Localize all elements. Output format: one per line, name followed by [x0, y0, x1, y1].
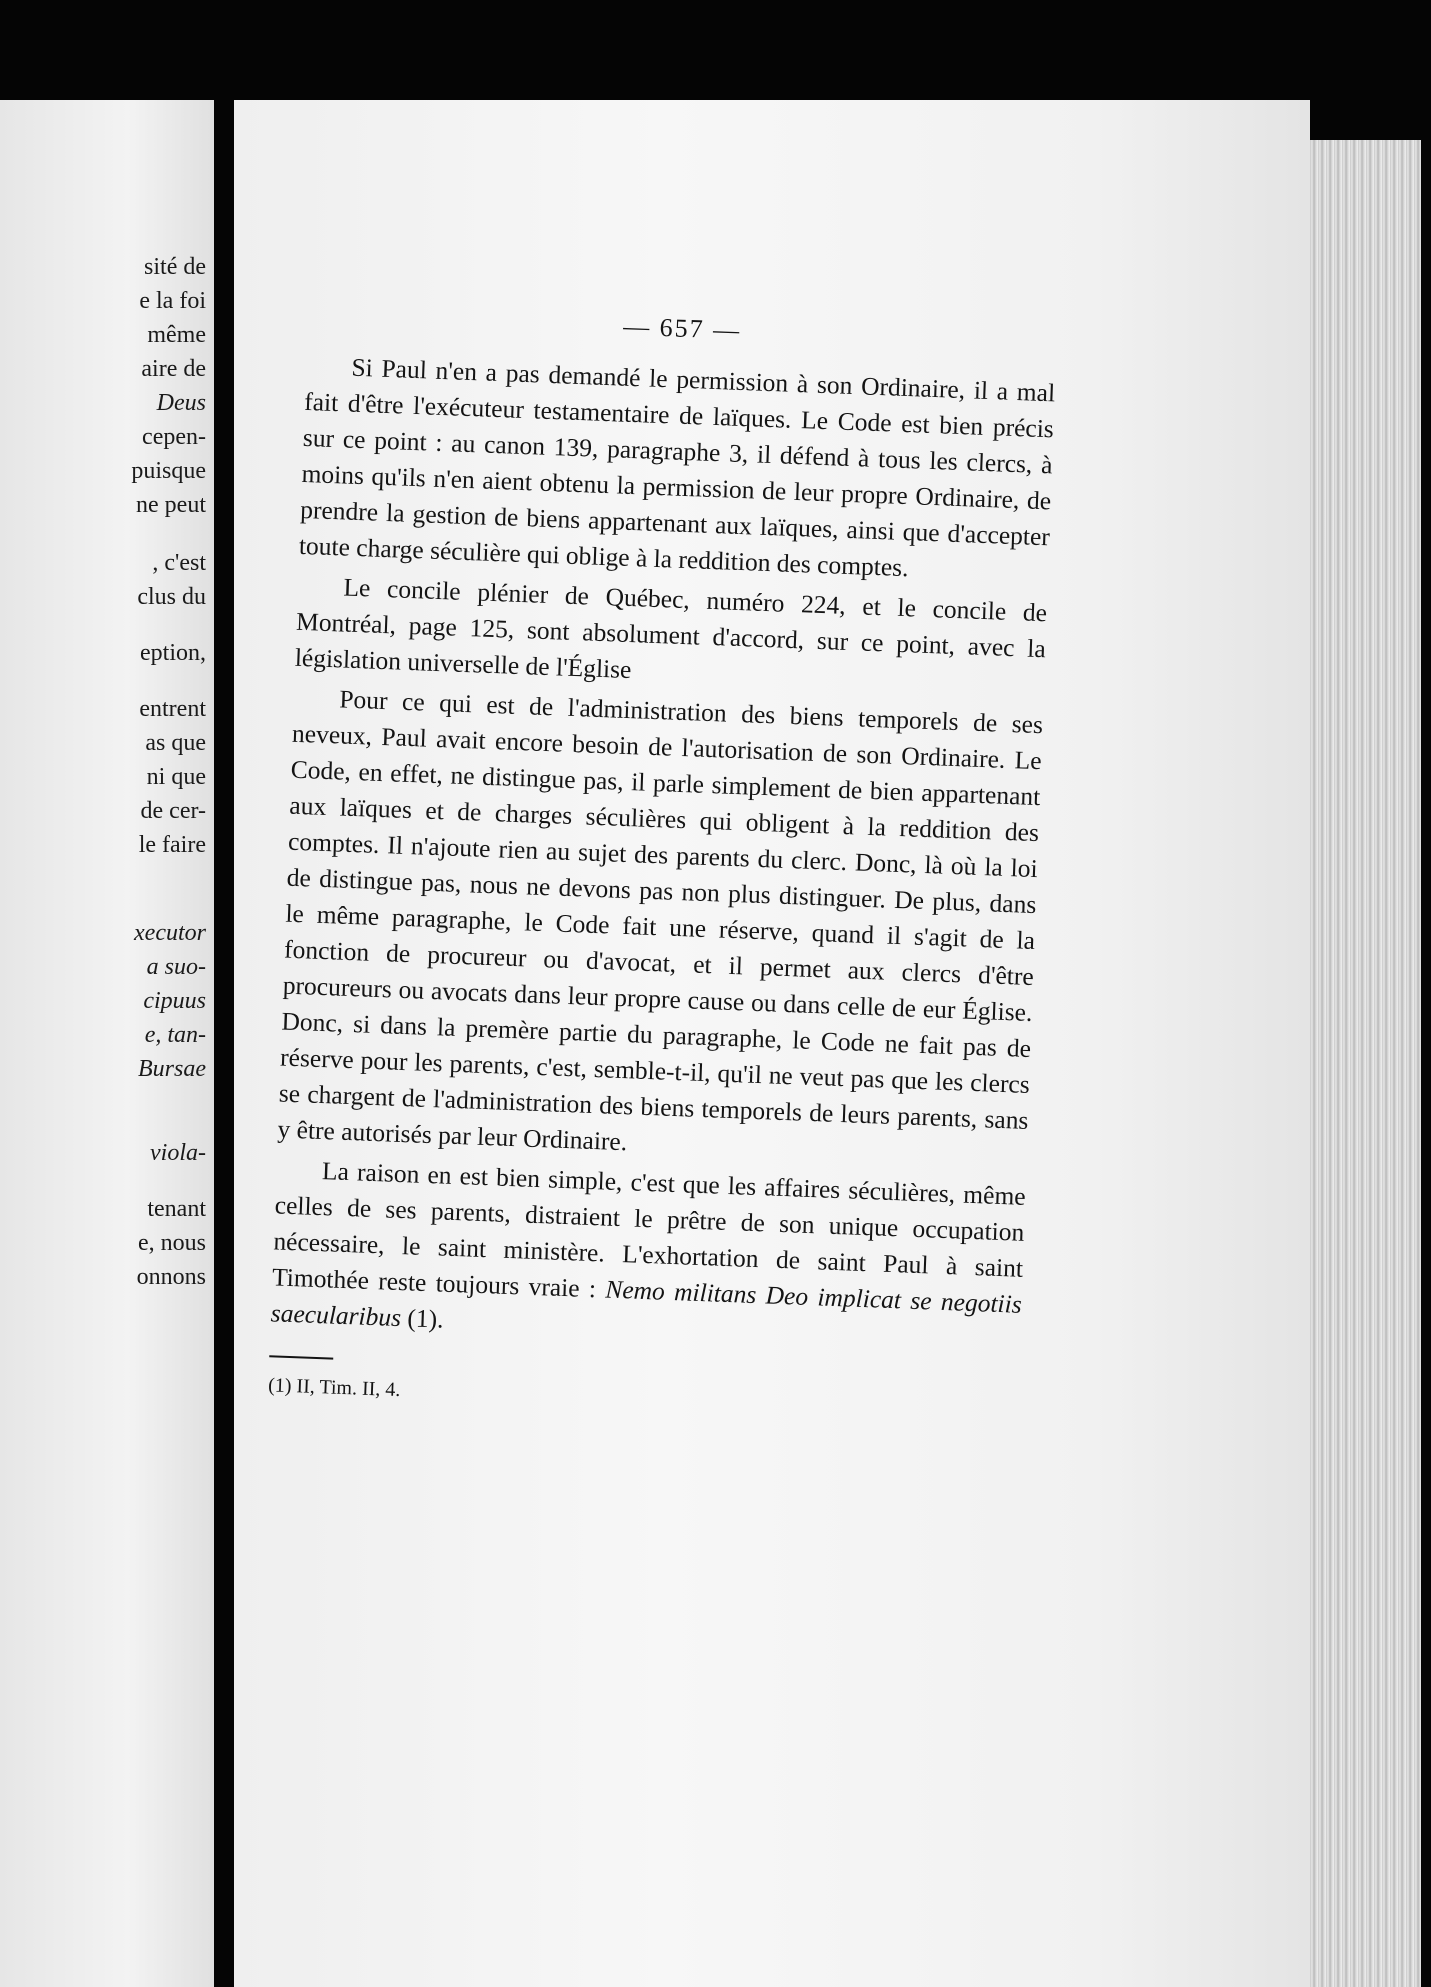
paragraph-4	[270, 1151, 1026, 1358]
left-page-line: ni que	[146, 764, 206, 790]
page-text-block	[268, 300, 1058, 1427]
left-page-line: ne peut	[136, 492, 206, 518]
left-page-line: sité de	[144, 254, 206, 280]
left-page-line: cepen-	[142, 424, 206, 450]
left-page-line: clus du	[137, 584, 206, 610]
left-page-fragment	[0, 100, 214, 1987]
footnote-divider	[269, 1355, 333, 1359]
left-page-line: a suo-	[146, 954, 206, 980]
paragraph-1: Si Paul n'en a pas demandé le permission à son Ordinaire, il a mal fait d'être l'exécuteur testamentaire de laïques. Le Code est bien précis sur ce point : au canon 139, paragraphe 3, il défend à tous les clercs, à moins qu'ils n'en aient obtenu la permission de leur propre Ordinaire, de prendre la gestion de biens appartenant aux laïques, ainsi que d'accepter toute charge séculière qui oblige à la reddition des comptes.	[298, 352, 1056, 583]
left-page-line: cipuus	[143, 988, 206, 1014]
book-page	[234, 100, 1310, 1987]
left-page-line: e, nous	[138, 1230, 206, 1256]
paragraph-2: Le concile plénier de Québec, numéro 224, et le concile de Montréal, page 125, sont absolument d'accord, sur ce point, avec la législation universelle de l'Église	[294, 572, 1048, 685]
latin-quote: Nemo militans Deo implicat se negotiis saecularibus	[270, 1274, 1023, 1333]
left-page-line: viola-	[150, 1140, 206, 1166]
footnote-reference: (1).	[400, 1303, 445, 1334]
left-page-line: e, tan-	[144, 1022, 206, 1048]
left-page-line: puisque	[131, 458, 206, 484]
left-page-line: as que	[145, 730, 206, 756]
page-edge-stack	[1310, 140, 1421, 1987]
left-page-line: Deus	[156, 390, 206, 416]
page-number: — 657 —	[622, 311, 742, 345]
left-page-line: tenant	[147, 1196, 206, 1222]
left-page-line: même	[147, 322, 206, 348]
footnote: (1) II, Tim. II, 4.	[267, 1374, 401, 1402]
left-page-line: aire de	[141, 356, 206, 382]
left-page-line: de cer-	[140, 798, 206, 824]
left-page-line: entrent	[139, 696, 206, 722]
left-page-line: xecutor	[134, 920, 206, 946]
paragraph-4-text: La raison en est bien simple, c'est que les affaires séculières, même celles de ses parents, distraient le prêtre de son unique occupation nécessaire, le saint ministère. L'exhortation de saint Paul à saint Timothée reste toujours vraie :	[271, 1156, 1027, 1304]
left-page-line: Bursae	[138, 1056, 206, 1082]
left-page-line: eption,	[140, 640, 206, 666]
left-page-line: e la foi	[139, 288, 206, 314]
left-page-line: , c'est	[152, 550, 206, 576]
paragraph-3: Pour ce qui est de l'administration des biens temporels de ses neveux, Paul avait encore besoin de l'autorisation de son Ordinaire. Le Code, en effet, ne distingue pas, il parle simplement de bien appartenant aux laïques et de charges séculières qui obligent à la reddition des comptes. Il n'ajoute rien au sujet des parents du clerc. Donc, là où la loi de distingue pas, nous ne devons pas non plus distinguer. De plus, dans le même paragraphe, le Code fait une réserve, quand il s'agit de la fonction de procureur ou d'avocat, et il permet aux clercs d'être procureurs ou avocats dans leur propre cause ou dans celle de eur Église. Donc, si dans la premère partie du paragraphe, le Code ne fait pas de réserve pour les parents, c'est, semble-t-il, qu'il ne veut pas que les clercs se chargent de l'administration des biens temporels de leurs parents, sans y être autorisés par leur Ordinaire.	[277, 684, 1044, 1157]
left-page-line: onnons	[136, 1264, 206, 1290]
left-page-line: le faire	[138, 832, 206, 858]
